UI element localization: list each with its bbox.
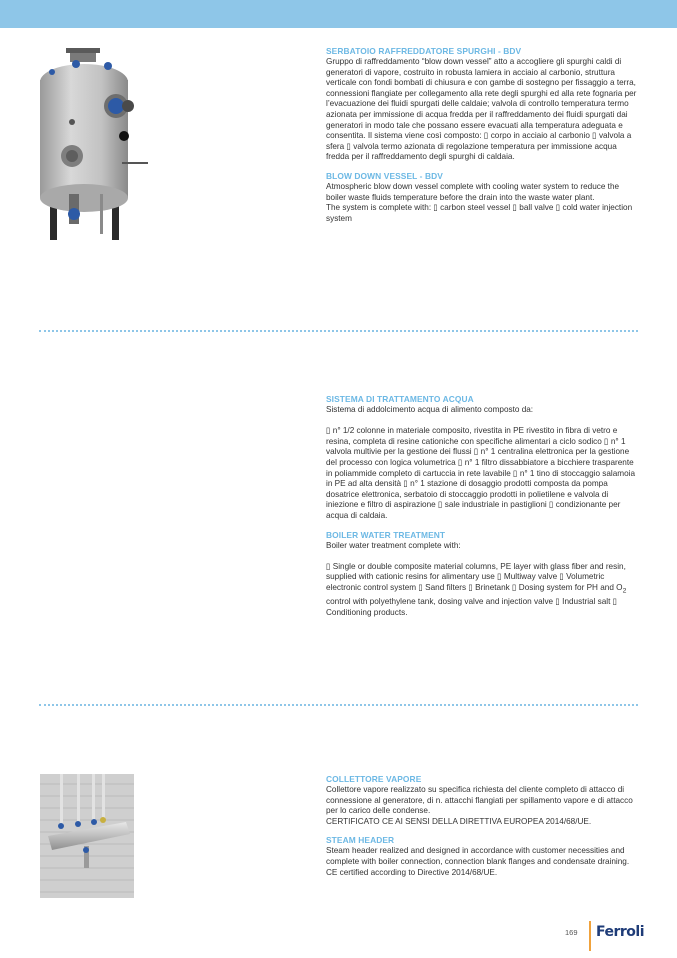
water-body-en-sub: 2 bbox=[622, 587, 627, 595]
bdv-title-it: SERBATOIO RAFFREDDATORE SPURGHI - BDV bbox=[326, 46, 522, 56]
steam-header-section bbox=[326, 774, 638, 878]
bdv-section bbox=[326, 46, 638, 224]
water-body-en-b: control with polyethylene tank, dosing valve and injection valve ▯ Industrial salt ▯ Conditioning products. bbox=[326, 597, 618, 617]
water-intro-en: Boiler water treatment complete with: bbox=[326, 540, 461, 550]
brand-accent-bar bbox=[589, 921, 591, 951]
water-body-en-a: ▯ Single or double composite material columns, PE layer with glass fiber and resin, supplied with cationic resins for alimentary use ▯ Multiway valve ▯ Volumetric electronic control system ▯ Sand filters ▯ Brinetank ▯ Dosing system for PH and O bbox=[326, 561, 626, 592]
header-body-it-1: Collettore vapore realizzato su specifica richiesta del cliente completo di attacco di connessione al generatore, di n. attacchi flangiati per spillamento vapore e di attacco per lo carico delle condense. bbox=[326, 785, 633, 816]
water-intro-it: Sistema di addolcimento acqua di alimento composto da: bbox=[326, 405, 534, 414]
brand-logo: Ferroli bbox=[596, 924, 645, 940]
header-body-it-2: CERTIFICATO CE AI SENSI DELLA DIRETTIVA EUROPEA 2014/68/UE. bbox=[326, 816, 592, 826]
bdv-body-it: Gruppo di raffreddamento “blow down vessel” atto a accogliere gli spurghi caldi di generatori di vapore, costruito in robusta lamiera in acciaio al carbonio, struttura verticale con fondi bombati di chiusura e con gambe di sostegno per fissaggio a terra, connessioni flangiate per collegamento alla rete degli spurghi ed alla rete fognaria per l’evacuazione dei fluidi spurgati delle caldaie; valvola di controllo temperatura termo azionata per immissione di acqua fredda per il raffreddamento dei fluidi spurgati dai generatori in modo tale che possano essere evacuati alla temperatura adeguata e consentita. Il sistema viene così composto: ▯ corpo in acciaio al carbonio ▯ valvola a sfera ▯ valvola termo azionata di regolazione temperatura per immissione acqua fredda per il raffreddamento degli spurghi di caldaia. bbox=[326, 57, 637, 162]
water-title-en: BOILER WATER TREATMENT bbox=[326, 529, 446, 540]
section-divider-2 bbox=[39, 704, 638, 706]
header-body-en-2: CE certified according to Directive 2014/68/UE. bbox=[326, 867, 498, 877]
water-title-it: SISTEMA DI TRATTAMENTO ACQUA bbox=[326, 394, 474, 404]
top-color-band bbox=[0, 0, 677, 28]
water-treatment-section bbox=[326, 394, 638, 618]
blow-down-vessel-image bbox=[38, 44, 150, 242]
water-body-it: ▯ n° 1/2 colonne in materiale composito, rivestita in PE rivestito in fibra di vetro e resina, completa di resine cationiche con specifiche alimentari a ciclo sodico ▯ n° 1 valvola multivie per la gestione dei flussi ▯ n° 1 centralina elettronica per la gestione del processo con logica volumetrica ▯ n° 1 filtro dissabbiatore a bicchiere trasparente in poliammide completo di cartuccia in rete lavabile ▯ n° 1 tino di stoccaggio salamoia in PE ad alta densità ▯ n° 1 stazione di dosaggio prodotti composta da pompa dosatrice elettronica, serbatoio di stoccaggio prodotti in polietilene e valvola di iniezione e filtro di aspirazione ▯ sale industriale in pastiglioni ▯ condizionante per acqua di caldaia. bbox=[326, 426, 636, 520]
header-body-en-1: Steam header realized and designed in accordance with customer necessities and complete with boiler connection, connection blank flanges and condensate draining. bbox=[326, 846, 630, 866]
bdv-body-en-2: The system is complete with: ▯ carbon steel vessel ▯ ball valve ▯ cold water injection system bbox=[326, 203, 633, 223]
section-divider-1 bbox=[39, 330, 638, 332]
steam-header-image bbox=[40, 774, 134, 898]
bdv-title-en: BLOW DOWN VESSEL - BDV bbox=[326, 170, 443, 181]
header-title-it: COLLETTORE VAPORE bbox=[326, 774, 422, 784]
bdv-body-en-1: Atmospheric blow down vessel complete with cooling water system to reduce the boiler waste fluids temperature before the drain into the waste water plant. bbox=[326, 181, 620, 202]
page-number: 169 bbox=[565, 928, 578, 937]
water-body-en bbox=[326, 562, 638, 619]
header-title-en: STEAM HEADER bbox=[326, 835, 395, 846]
